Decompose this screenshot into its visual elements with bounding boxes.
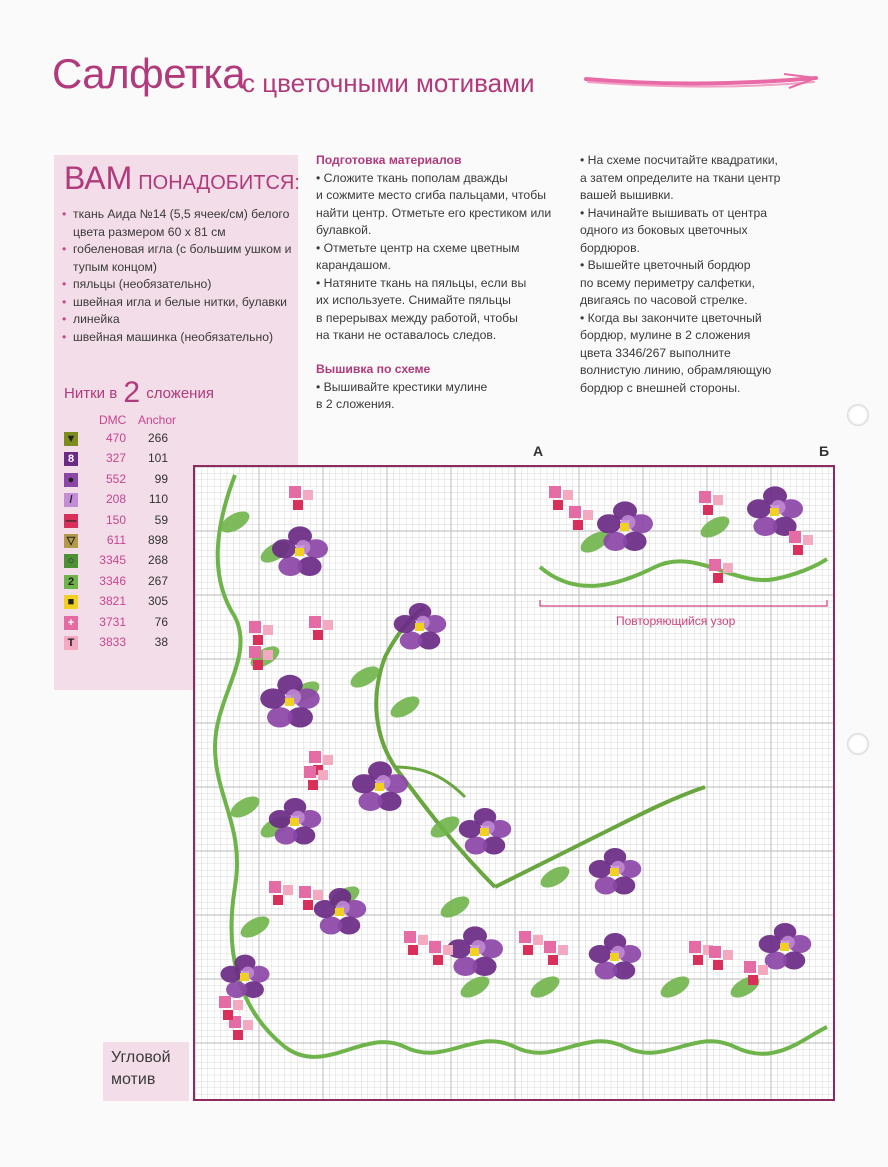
chart-petal (352, 774, 376, 793)
chart-bud (249, 646, 261, 658)
chart-flower-center (240, 973, 249, 981)
chart-bud (323, 755, 333, 765)
chart-bud (563, 490, 573, 500)
page-title: Салфетка (52, 50, 246, 97)
prep-line: карандашом. (316, 258, 391, 272)
list-item: • ткань Аида №14 (5,5 ячеек/см) белого цвета размером 60 x 81 см (62, 206, 294, 241)
chart-petal (267, 707, 293, 727)
heading-big: ВАМ (64, 160, 133, 196)
chart-bud (713, 573, 723, 583)
legend-anchor: 99 (154, 471, 168, 486)
chart-bud (243, 1020, 253, 1030)
chart-bud (303, 490, 313, 500)
chart-bud (253, 660, 263, 670)
chart-flower-center (620, 523, 629, 531)
legend-anchor-header: Anchor (138, 413, 177, 427)
chart-bud (418, 935, 428, 945)
prep-line: • Натяните ткань на пяльцы, если вы (316, 275, 527, 290)
prep-heading: Подготовка материалов (316, 153, 462, 167)
legend-anchor: 267 (147, 573, 168, 588)
chart-bud (544, 941, 556, 953)
chart-leaf (437, 892, 473, 922)
legend-anchor: 110 (148, 492, 168, 507)
legend-dmc: 327 (105, 451, 126, 466)
chart-bud (709, 946, 721, 958)
legend-anchor: 305 (147, 594, 168, 609)
legend-row (64, 532, 184, 550)
chart-petal (394, 615, 417, 633)
legend-row (64, 512, 184, 530)
chart-petal (597, 514, 621, 533)
chart-petal (269, 810, 292, 828)
page-subtitle: с цветочными мотивами (242, 68, 535, 98)
chart-petal (595, 877, 618, 895)
chart-flower-center (470, 948, 479, 956)
legend-row (64, 634, 184, 652)
chart-bud (249, 621, 261, 633)
legend-anchor: 101 (147, 451, 168, 466)
steps-line: волнистую линию, обрамляющую (580, 363, 772, 377)
chart-petal (400, 632, 423, 650)
corner-label-line: Угловой (111, 1049, 171, 1066)
steps-section (580, 152, 820, 397)
legend-symbol: ● (64, 473, 78, 487)
chart-petal (278, 557, 302, 576)
chart-flower-center (770, 508, 779, 516)
steps-line: бордюр с внешней стороны. (580, 380, 741, 395)
steps-line: цвета 3346/267 выполните (580, 345, 731, 360)
chart-bud (313, 890, 323, 900)
materials-heading (64, 160, 300, 197)
chart-leaf (537, 862, 573, 892)
chart-petal (453, 957, 477, 976)
chart-petal (603, 532, 627, 551)
chart-petal (358, 792, 382, 811)
chart-petal (272, 539, 296, 558)
chart-bud (253, 635, 263, 645)
chart-bud (263, 625, 273, 635)
legend-row (64, 552, 184, 570)
legend-symbol: — (65, 514, 77, 527)
legend-dmc: 470 (105, 431, 126, 445)
steps-line: бордюр, мулине в 2 сложения (580, 328, 751, 342)
chart-bud (523, 945, 533, 955)
chart-petal (747, 499, 771, 518)
chart-canvas (195, 467, 833, 1099)
legend-anchor: 898 (147, 533, 168, 547)
chart-petal (595, 962, 618, 980)
list-item: • швейная игла и белые нитки, булавки (62, 294, 294, 312)
legend-dmc: 3346 (99, 573, 126, 588)
chart-bud (313, 630, 323, 640)
chart-flower-center (290, 818, 299, 826)
chart-bud (713, 495, 723, 505)
threads-suffix: сложения (146, 385, 214, 402)
embroidery-heading: Вышивка по схеме (316, 362, 431, 376)
legend-anchor: 268 (147, 553, 168, 568)
chart-petal (320, 917, 343, 935)
prep-line: и сожмите место сгиба пальцами, чтобы (316, 188, 546, 202)
list-item: • пяльцы (необязательно) (62, 276, 294, 294)
chart-leaf (227, 792, 263, 822)
chart-bud (263, 650, 273, 660)
steps-line: • Начинайте вышивать от центра (580, 205, 768, 220)
materials-list (62, 206, 294, 346)
chart-bud (689, 941, 701, 953)
chart-leaf (387, 692, 423, 722)
prep-line: найти центр. Отметьте его крестиком или (316, 205, 552, 220)
chart-bud (744, 961, 756, 973)
legend-symbol: 8 (64, 452, 78, 466)
chart-bud (723, 563, 733, 573)
chart-flower-center (335, 908, 344, 916)
chart-flower-center (285, 698, 294, 706)
chart-bud (519, 931, 531, 943)
embroidery-line: • Вышивайте крестики мулине (316, 379, 488, 394)
chart-bud (318, 770, 328, 780)
legend-dmc-header: DMC (99, 413, 127, 427)
legend-dmc: 3821 (99, 594, 126, 609)
list-item: • швейная машинка (необязательно) (62, 329, 294, 347)
chart-bud (583, 510, 593, 520)
legend-symbol: ▽ (64, 534, 78, 548)
chart-letter-a: А (533, 443, 544, 459)
chart-flower-center (610, 953, 619, 961)
prep-line: их используете. Снимайте пяльцы (316, 293, 511, 307)
chart-petal (226, 981, 247, 998)
chart-bud (533, 935, 543, 945)
list-item: • гобеленовая игла (с большим ушком и тупым концом) (62, 241, 294, 276)
steps-line: двигаясь по часовой стрелке. (580, 293, 748, 307)
corner-label-line: мотив (111, 1071, 156, 1088)
chart-leaf (457, 972, 493, 1002)
steps-line: • На схеме посчитайте квадратики, (580, 153, 778, 167)
legend-anchor: 76 (154, 614, 168, 629)
chart-bud (283, 885, 293, 895)
chart-bud (308, 780, 318, 790)
chart-petal (465, 837, 488, 855)
steps-line: • Когда вы закончите цветочный (580, 310, 762, 325)
chart-bud (408, 945, 418, 955)
legend-row (64, 491, 184, 509)
chart-leaf (527, 972, 563, 1002)
chart-bud (723, 950, 733, 960)
binder-hole (847, 404, 869, 426)
chart-flower-center (375, 783, 384, 791)
threads-num: 2 (123, 376, 141, 409)
legend-dmc: 208 (105, 492, 126, 507)
chart-petal (221, 966, 242, 983)
legend-row (64, 614, 184, 632)
chart-bud (309, 751, 321, 763)
steps-line: бордюров. (580, 240, 640, 255)
chart-flower-center (415, 623, 424, 631)
chart-bud (758, 965, 768, 975)
chart-bud (748, 975, 758, 985)
chart-petal (459, 820, 482, 838)
chart-bud (699, 491, 711, 503)
steps-line: вашей вышивки. (580, 188, 674, 202)
chart-bud (693, 955, 703, 965)
chart-bud (289, 486, 301, 498)
legend-anchor: 38 (154, 635, 168, 649)
chart-bud (713, 960, 723, 970)
chart-bud (233, 1030, 243, 1040)
cross-stitch-chart (193, 465, 835, 1101)
legend-anchor: 59 (154, 512, 168, 527)
chart-bud (443, 945, 453, 955)
prep-line: булавкой. (316, 223, 372, 237)
chart-petal (759, 935, 782, 953)
thread-decoration (584, 70, 820, 92)
chart-bud (549, 486, 561, 498)
legend-row (64, 593, 184, 611)
legend-row (64, 450, 184, 468)
chart-bud (223, 1010, 233, 1020)
legend-dmc: 552 (105, 471, 126, 486)
chart-bud (548, 955, 558, 965)
chart-bud (429, 941, 441, 953)
legend-symbol: ■ (64, 595, 78, 609)
chart-petal (275, 827, 298, 845)
legend-symbol: 2 (64, 575, 78, 589)
corner-motif-label (103, 1042, 189, 1101)
legend-row (64, 471, 184, 489)
chart-bud (404, 931, 416, 943)
chart-bud (793, 545, 803, 555)
chart-bud (303, 900, 313, 910)
list-item: • линейка (62, 311, 294, 329)
legend-symbol: / (64, 493, 78, 507)
legend-row (64, 573, 184, 591)
chart-flower-center (780, 943, 789, 951)
binder-hole (847, 733, 869, 755)
legend-dmc: 3731 (99, 614, 126, 629)
prep-line: • Сложите ткань пополам дважды (316, 170, 508, 185)
chart-petal (260, 688, 286, 708)
chart-bud (273, 895, 283, 905)
chart-bud (323, 620, 333, 630)
chart-bud (269, 881, 281, 893)
embroidery-section (316, 361, 566, 414)
prep-section (316, 152, 566, 345)
legend-dmc: 3345 (99, 553, 126, 568)
chart-bud (709, 559, 721, 571)
chart-bud (219, 996, 231, 1008)
chart-bud (309, 616, 321, 628)
chart-bud (789, 531, 801, 543)
chart-flower-center (480, 828, 489, 836)
chart-letter-b: Б (819, 443, 830, 459)
chart-bud (233, 1000, 243, 1010)
chart-bud (703, 505, 713, 515)
chart-bud (803, 535, 813, 545)
chart-bud (573, 520, 583, 530)
chart-petal (765, 952, 788, 970)
chart-petal (753, 517, 777, 536)
steps-line: по всему периметру салфетки, (580, 275, 755, 290)
chart-flower-center (610, 868, 619, 876)
legend-dmc: 3833 (99, 635, 126, 649)
chart-leaf (237, 912, 273, 942)
chart-petal (314, 900, 337, 918)
threads-title (64, 376, 214, 410)
chart-bud (293, 500, 303, 510)
chart-flower-center (295, 548, 304, 556)
legend-dmc: 611 (106, 533, 126, 547)
legend-symbol: ○ (64, 554, 78, 568)
steps-line: а затем определите на ткани центр (580, 170, 781, 185)
chart-bud (433, 955, 443, 965)
legend-symbol: T (64, 636, 78, 650)
embroidery-line: в 2 сложения. (316, 397, 395, 411)
legend-dmc: 150 (105, 512, 126, 527)
chart-bud (569, 506, 581, 518)
prep-line: в перерывах между работой, чтобы (316, 310, 518, 325)
chart-bud (558, 945, 568, 955)
chart-petal (589, 860, 612, 878)
chart-bud (304, 766, 316, 778)
legend-row (64, 430, 184, 448)
prep-line: на ткани не оставалось следов. (316, 328, 497, 342)
chart-bud (553, 500, 563, 510)
chart-petal (589, 945, 612, 963)
steps-line: • Вышейте цветочный бордюр (580, 258, 751, 272)
heading-small: ПОНАДОБИТСЯ: (138, 172, 300, 194)
chart-bud (299, 886, 311, 898)
steps-line: одного из боковых цветочных (580, 223, 748, 237)
legend-anchor: 266 (147, 431, 168, 445)
threads-prefix: Нитки в (64, 385, 118, 402)
legend-symbol: ▼ (65, 433, 77, 445)
repeat-label: Повторяющийся узор (616, 614, 736, 628)
legend-symbol: + (64, 616, 78, 630)
prep-line: • Отметьте центр на схеме цветным (316, 240, 520, 255)
